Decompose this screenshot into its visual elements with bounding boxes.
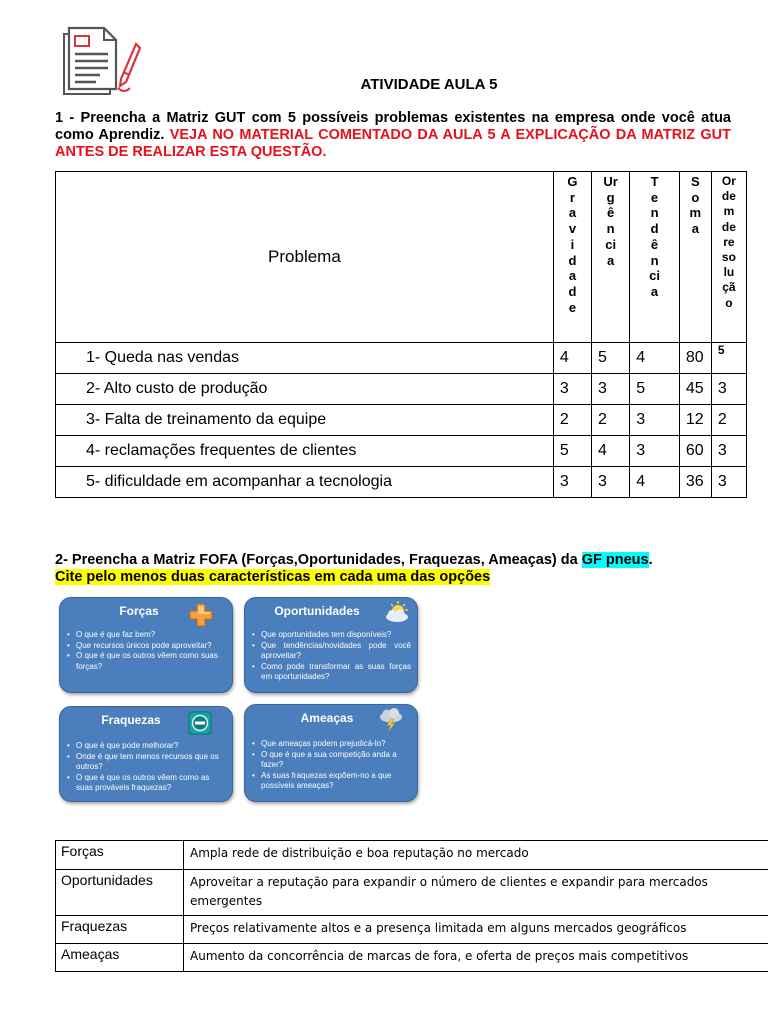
tendencia-cell: 5	[630, 374, 680, 405]
list-item: • Que recursos únicos pode aproveitar?	[66, 641, 226, 652]
list-item: • O que é que pode melhorar?	[66, 741, 226, 752]
gravidade-cell: 4	[553, 343, 591, 374]
card-title: Forças	[119, 604, 159, 618]
question-1-instruction: 1 - Preencha a Matriz GUT com 5 possíveis problemas existentes na empresa onde você atua como Aprendiz.	[55, 110, 731, 143]
gut-header-row	[56, 172, 747, 343]
plus-icon	[188, 602, 214, 628]
fofa-answers-table	[55, 840, 768, 972]
list-item: • Que ameaças podem prejudicá-lo?	[251, 739, 411, 750]
sun-cloud-icon	[381, 600, 411, 624]
answer-label: Fraquezas	[56, 916, 184, 944]
card-title: Fraquezas	[101, 713, 161, 727]
answer-label: Ameaças	[56, 944, 184, 972]
question-2-requirement: Cite pelo menos duas características em cada uma das opções	[55, 569, 491, 585]
soma-cell: 60	[679, 436, 711, 467]
list-item: • Como pode transformar as suas forças em oportunidades?	[251, 662, 411, 683]
urgencia-cell: 3	[592, 374, 630, 405]
question-2	[55, 552, 735, 586]
table-row	[56, 944, 768, 972]
problem-cell: 1- Queda nas vendas	[56, 343, 554, 374]
minus-icon	[188, 711, 212, 735]
card-title: Oportunidades	[274, 604, 360, 618]
table-row	[56, 841, 768, 870]
urgencia-cell: 3	[592, 467, 630, 498]
list-item: • Que tendências/novidades pode você aproveitar?	[251, 641, 411, 662]
oportunidades-list	[251, 630, 411, 683]
tendencia-cell: 3	[630, 436, 680, 467]
question-2-instruction: 2- Preencha a Matriz FOFA (Forças,Oportunidades, Fraquezas, Ameaças) da	[55, 552, 578, 568]
ordem-cell: 3	[711, 374, 746, 405]
answer-text: Ampla rede de distribuição e boa reputação no mercado	[184, 841, 768, 870]
fofa-card-ameacas	[244, 704, 418, 802]
table-row	[56, 436, 747, 467]
answer-text: Preços relativamente altos e a presença limitada em alguns mercados geográficos	[184, 916, 768, 944]
answer-label: Oportunidades	[56, 870, 184, 916]
gravidade-cell: 3	[553, 467, 591, 498]
tendencia-cell: 4	[630, 467, 680, 498]
answer-text: Aumento da concorrência de marcas de fora, e oferta de preços mais competitivos	[184, 944, 768, 972]
table-row	[56, 467, 747, 498]
soma-header: S o m a	[679, 172, 711, 343]
ameacas-list	[251, 739, 411, 792]
storm-cloud-icon	[377, 707, 405, 733]
ordem-cell: 5	[711, 343, 746, 374]
gravidade-cell: 3	[553, 374, 591, 405]
list-item: • O que é que a sua competição anda a fazer?	[251, 750, 411, 771]
company-name-highlight: GF pneus	[581, 552, 649, 568]
soma-cell: 80	[679, 343, 711, 374]
table-row	[56, 343, 747, 374]
problem-header: Problema	[56, 172, 554, 343]
list-item: • O que é que os outros vêem como suas forças?	[66, 651, 226, 672]
soma-cell: 45	[679, 374, 711, 405]
tendencia-cell: 3	[630, 405, 680, 436]
table-row	[56, 374, 747, 405]
urgencia-cell: 5	[592, 343, 630, 374]
page-title: ATIVIDADE AULA 5	[360, 76, 498, 93]
answer-label: Forças	[56, 841, 184, 870]
problem-cell: 4- reclamações frequentes de clientes	[56, 436, 554, 467]
answer-text: Aproveitar a reputação para expandir o número de clientes e expandir para mercados emergentes	[184, 870, 768, 916]
fraquezas-list	[66, 741, 226, 794]
urgencia-cell: 4	[592, 436, 630, 467]
ordem-cell: 2	[711, 405, 746, 436]
ordem-cell: 3	[711, 436, 746, 467]
list-item: • O que é que os outros vêem como as suas prováveis fraquezas?	[66, 773, 226, 794]
fofa-card-fraquezas	[59, 706, 233, 802]
question-1	[55, 110, 731, 161]
soma-cell: 36	[679, 467, 711, 498]
fofa-card-oportunidades	[244, 597, 418, 693]
problem-cell: 2- Alto custo de produção	[56, 374, 554, 405]
gravidade-cell: 5	[553, 436, 591, 467]
tendencia-header: T e n d ê n ci a	[630, 172, 680, 343]
question-1-warning: VEJA NO MATERIAL COMENTADO DA AULA 5 A EXPLICAÇÃO DA MATRIZ GUT ANTES DE REALIZAR ESTA QUESTÃO.	[55, 127, 731, 160]
gut-matrix-table	[55, 171, 747, 498]
urgencia-header: Ur g ê n ci a	[592, 172, 630, 343]
table-row	[56, 405, 747, 436]
fofa-card-forcas	[59, 597, 233, 693]
table-row	[56, 870, 768, 916]
ordem-header: Or de m de re so lu çã o	[711, 172, 746, 343]
problem-cell: 5- dificuldade em acompanhar a tecnologia	[56, 467, 554, 498]
gravidade-cell: 2	[553, 405, 591, 436]
table-row	[56, 916, 768, 944]
question-2-dot: .	[648, 552, 653, 568]
list-item: • O que é que faz bem?	[66, 630, 226, 641]
urgencia-cell: 2	[592, 405, 630, 436]
soma-cell: 12	[679, 405, 711, 436]
tendencia-cell: 4	[630, 343, 680, 374]
problem-cell: 3- Falta de treinamento da equipe	[56, 405, 554, 436]
list-item: • As suas fraquezas expõem-no a que possíveis ameaças?	[251, 771, 411, 792]
forcas-list	[66, 630, 226, 672]
card-title: Ameaças	[300, 711, 354, 725]
ordem-cell: 3	[711, 467, 746, 498]
gravidade-header: G r a v i d a d e	[553, 172, 591, 343]
list-item: • Que oportunidades tem disponíveis?	[251, 630, 411, 641]
list-item: • Onde é que tem menos recursos que os outros?	[66, 752, 226, 773]
